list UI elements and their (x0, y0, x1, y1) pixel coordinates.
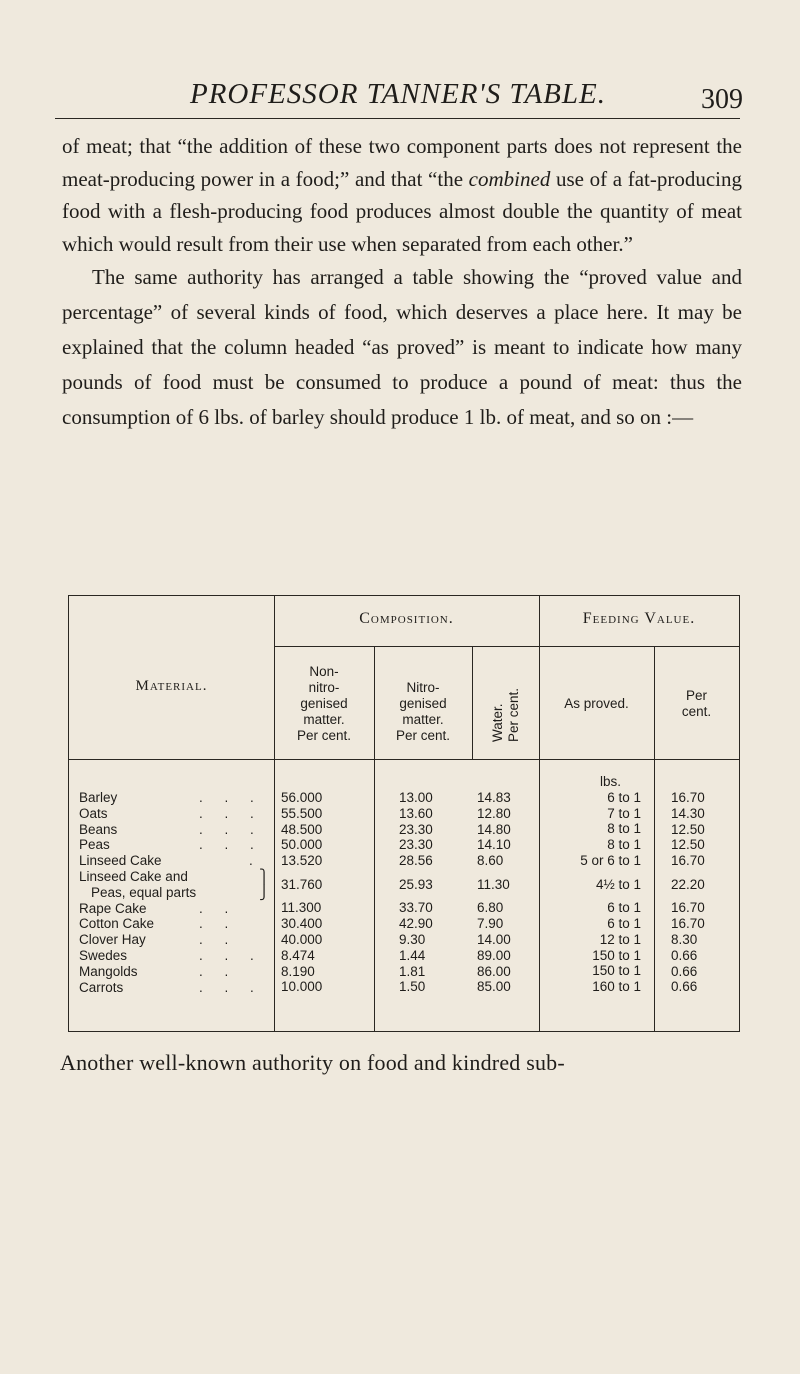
running-title: PROFESSOR TANNER'S TABLE. (190, 78, 606, 110)
text-line: many pounds of food must be consumed to produce a (62, 335, 742, 394)
table-cell: 12.50 (671, 837, 705, 853)
table-cell: 23.30 (399, 837, 433, 853)
table-cell: 22.20 (671, 876, 705, 892)
header-nonnitro (274, 664, 374, 744)
text-line: “proved value and percentage” of several kinds of food, (62, 265, 743, 324)
material-name: Carrots (79, 979, 124, 995)
material-name: Mangolds (79, 963, 138, 979)
table-cell: 0.66 (671, 963, 698, 979)
running-header (190, 78, 630, 118)
leader-dots: . . (199, 963, 238, 979)
table-row (79, 885, 274, 901)
table-cell: 8.30 (671, 931, 698, 947)
table-cell: 12.50 (671, 821, 705, 837)
table-cell: 28.56 (399, 853, 433, 869)
brace-bottom: ⎭ (259, 884, 270, 900)
table-cell: 12 to 1 (599, 931, 641, 947)
table-row (79, 916, 274, 932)
table-cell: 8.60 (477, 853, 504, 869)
table-cell: 12.80 (477, 805, 511, 821)
table-cell: 0.66 (671, 979, 698, 995)
table-cell: 16.70 (671, 790, 705, 805)
material-column (79, 790, 274, 995)
leader-dots: . . (199, 916, 238, 932)
table-row (79, 822, 274, 838)
table-cell: 150 to 1 (592, 963, 641, 979)
table-cell: 1.50 (399, 979, 426, 995)
paragraph-1 (62, 130, 742, 260)
water-column (477, 790, 535, 995)
text-line: use of a fat-producing food with a (62, 166, 742, 223)
table-cell: 160 to 1 (592, 979, 641, 995)
header-line: Non- (309, 664, 339, 679)
table-rule (69, 759, 739, 760)
feeding-value-table (68, 595, 740, 1032)
table-row (79, 837, 274, 853)
table-cell: 48.500 (281, 821, 323, 837)
unit-label: lbs. (599, 774, 621, 789)
leader-dots: . . . (199, 821, 263, 837)
table-cell: 86.00 (477, 963, 511, 979)
brace-top: ⎫ (259, 868, 270, 884)
header-line: Per cent. (296, 728, 352, 743)
header-line: matter. (303, 712, 345, 727)
header-water (472, 660, 539, 759)
table-cell: 55.500 (281, 805, 323, 821)
header-line: matter. (402, 712, 444, 727)
text-line: The same authority has arranged a table showing the (92, 265, 570, 289)
table-row (79, 932, 274, 948)
table-rule (274, 646, 739, 647)
table-row (79, 853, 274, 869)
table-cell: 85.00 (477, 979, 511, 995)
table-cell: 23.30 (399, 821, 433, 837)
leader-dots: . . . (199, 837, 263, 853)
header-line: Per (685, 688, 707, 703)
table-cell: 8.190 (281, 963, 315, 979)
table-cell: 14.10 (477, 837, 511, 853)
continuation-text: Another well-known authority on food and kindred sub- (60, 1050, 565, 1075)
header-composition: Composition. (359, 610, 454, 627)
table-row (79, 806, 274, 822)
leader-dots: . . . (199, 790, 263, 805)
header-as-proved: As proved. (564, 696, 629, 711)
table-cell: 8 to 1 (607, 837, 641, 853)
table-cell: 1.44 (399, 947, 426, 963)
material-name: Rape Cake (79, 900, 147, 916)
header-nitro (374, 680, 472, 744)
nitro-column (399, 790, 469, 995)
table-cell: 6.80 (477, 900, 504, 916)
table-cell: 8 to 1 (607, 821, 641, 837)
table-cell: 6 to 1 (607, 789, 641, 805)
text-line: should produce 1 lb. of meat, and so on :— (329, 405, 694, 429)
header-rule (55, 118, 740, 119)
header-line: nitro- (308, 680, 340, 695)
table-row (79, 790, 274, 806)
leader-dots: . . . (199, 805, 263, 821)
table-cell: 5 or 6 to 1 (580, 852, 641, 868)
material-name: Beans (79, 821, 118, 837)
text-line: and that “the (354, 166, 469, 191)
material-name: Linseed Cake (79, 853, 162, 869)
text-line: meat which would result from their use when separated (62, 199, 742, 256)
table-cell: 56.000 (281, 790, 323, 805)
header-feeding-value: Feeding Value. (582, 610, 696, 627)
table-cell: 16.70 (671, 853, 705, 869)
table-cell: 7.90 (477, 916, 504, 932)
header-material: Material. (135, 678, 208, 694)
table-cell: 33.70 (399, 900, 433, 916)
table-cell: 1.81 (399, 963, 426, 979)
material-name: Clover Hay (79, 932, 146, 948)
table-cell: 14.30 (671, 805, 705, 821)
material-name: Barley (79, 790, 118, 805)
material-name: Oats (79, 805, 108, 821)
as-proved-column (541, 774, 641, 995)
leader-dots: . . . (199, 979, 263, 995)
text-line: of meat; that “the addition of these two component parts (62, 134, 548, 158)
table-cell: 7 to 1 (607, 805, 641, 821)
table-rule (539, 596, 540, 1031)
table-cell: 16.70 (671, 916, 705, 932)
paragraph-2 (62, 260, 742, 435)
table-cell: 6 to 1 (607, 900, 641, 916)
header-line: Nitro- (406, 680, 440, 695)
table-cell: 89.00 (477, 947, 511, 963)
text-line: pound of meat: thus the consumption of 6 lbs. of barley (62, 370, 743, 429)
header-water-unit: Per cent. (506, 687, 521, 742)
text-line: from each other.” (486, 231, 633, 256)
table-cell: 42.90 (399, 916, 433, 932)
text-line: which deserves a place here. It may be explained that the (62, 300, 743, 359)
table-cell: 11.300 (281, 900, 322, 916)
nonnitro-column (281, 790, 371, 995)
material-name: Peas (79, 837, 110, 853)
table-row (79, 980, 274, 996)
table-cell: 0.66 (671, 947, 698, 963)
table-row (79, 964, 274, 980)
leader-dots: . . . (199, 947, 263, 963)
table-row (79, 869, 274, 885)
text-line: flesh-producing food produces almost double the quantity of (169, 199, 694, 223)
table-cell: 13.00 (399, 790, 433, 805)
table-rule (274, 596, 275, 1031)
leader-dots: . (249, 853, 262, 869)
header-percent (654, 688, 739, 720)
text-line: column headed “as proved” is meant to indicate how (224, 335, 688, 359)
table-cell: 8.474 (281, 947, 315, 963)
page-number: 309 (701, 84, 743, 115)
header-line: cent. (681, 704, 712, 719)
material-name: Cotton Cake (79, 916, 155, 932)
table-cell: 14.80 (477, 821, 511, 837)
table-row (79, 901, 274, 917)
table-cell: 25.93 (399, 876, 433, 892)
table-cell: 11.30 (477, 876, 510, 892)
header-line: Per cent. (395, 728, 451, 743)
table-cell: 4½ to 1 (595, 876, 641, 892)
table-cell: 40.000 (281, 931, 323, 947)
table-cell: 150 to 1 (592, 947, 641, 963)
header-line: genised (399, 696, 447, 711)
material-name: Peas, equal parts (91, 884, 197, 900)
header-line: genised (300, 696, 348, 711)
leader-dots: . . (199, 900, 238, 916)
table-cell: 16.70 (671, 900, 705, 916)
table-cell: 14.00 (477, 931, 511, 947)
table-cell: 10.000 (281, 979, 323, 995)
table-cell: 14.83 (477, 790, 511, 805)
text-line: does not represent the meat-producing power in a food;” (62, 134, 743, 191)
material-name: Swedes (79, 947, 128, 963)
table-cell: 31.760 (281, 876, 323, 892)
emphasis: combined (468, 166, 551, 191)
body-text (62, 130, 742, 435)
table-cell: 6 to 1 (607, 915, 641, 931)
table-cell: 13.60 (399, 805, 433, 821)
percent-column (671, 790, 731, 995)
table-cell: 30.400 (281, 916, 323, 932)
table-cell: 13.520 (281, 853, 323, 869)
table-row (79, 948, 274, 964)
leader-dots: . . (199, 932, 238, 948)
header-water-label: Water. (490, 703, 505, 742)
material-name: Linseed Cake and (79, 868, 188, 884)
table-cell: 9.30 (399, 931, 426, 947)
table-cell: 50.000 (281, 837, 323, 853)
